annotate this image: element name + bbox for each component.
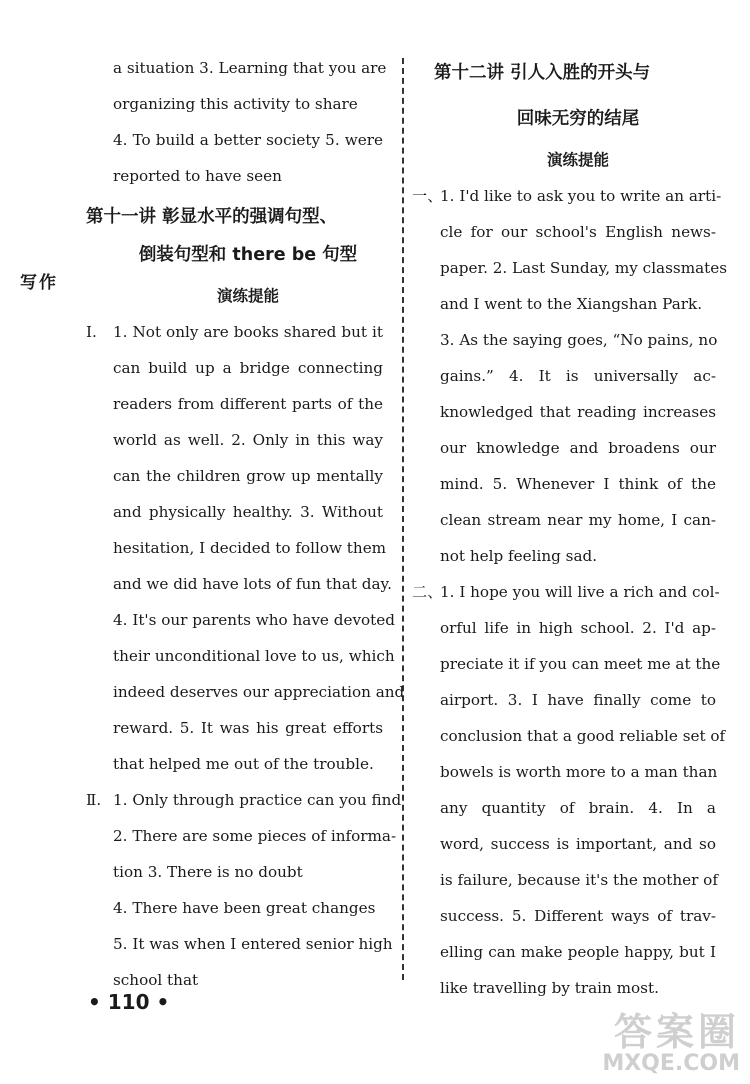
text-line: 4. There have been great changes <box>113 899 376 917</box>
right-section-2 <box>412 574 726 1006</box>
watermark-url: MXQE.COM <box>602 1051 740 1076</box>
text-line: not help feeling sad. <box>440 547 598 565</box>
section-marker: Ⅱ. <box>86 791 102 809</box>
text-line: preciate it if you can meet me at the <box>440 655 721 673</box>
text-line: and we did have lots of fun that day. <box>113 575 392 593</box>
text-line: Ⅰ. 1. Not only are books shared but it <box>113 314 383 350</box>
text-line: hesitation, I decided to follow them <box>113 539 387 557</box>
text-line: knowledged that reading increases <box>440 403 716 421</box>
text-line: cle for our school's English news- <box>440 223 716 241</box>
right-column <box>412 50 728 1006</box>
text-line: 一、 1. I'd like to ask you to write an arti- <box>440 178 716 214</box>
text-line: orful life in high school. 2. I'd ap- <box>440 619 716 637</box>
text-line: bowels is worth more to a man than <box>440 763 718 781</box>
text-line: clean stream near my home, I can- <box>440 511 716 529</box>
column-divider <box>402 58 404 980</box>
text-line: a situation 3. Learning that you are <box>113 59 387 77</box>
text-line: Ⅱ. 1. Only through practice can you find <box>113 782 383 818</box>
text-line: 4. To build a better society 5. were <box>113 131 383 149</box>
text-line: can the children grow up mentally <box>113 467 383 485</box>
text-line: mind. 5. Whenever I think of the <box>440 475 716 493</box>
text-line: word, success is important, and so <box>440 835 716 853</box>
text-line: any quantity of brain. 4. In a <box>440 799 716 817</box>
text-line: 3. As the saying goes, “No pains, no <box>440 331 718 349</box>
lecture-11-subheading: 演练提能 <box>216 287 279 305</box>
text-line: is failure, because it's the mother of <box>440 871 718 889</box>
text-line: and physically healthy. 3. Without <box>113 503 383 521</box>
left-section-2 <box>86 782 402 998</box>
text-line: airport. 3. I have finally come to <box>440 691 716 709</box>
text-line: gains.” 4. It is universally ac- <box>440 367 716 385</box>
text-line: 5. It was when I entered senior high <box>113 935 393 953</box>
text-line: readers from different parts of the <box>113 395 383 413</box>
text-line: their unconditional love to us, which <box>113 647 395 665</box>
section-marker: Ⅰ. <box>86 323 97 341</box>
text-line: can build up a bridge connecting <box>113 359 383 377</box>
text-line: 二、 1. I hope you will live a rich and col- <box>440 574 716 610</box>
section-marker: 二、 <box>412 583 443 601</box>
section-marker: 一、 <box>412 187 443 205</box>
text-line: our knowledge and broadens our <box>440 439 716 457</box>
right-section-1 <box>412 178 728 574</box>
lecture-12-title-line1: 第十二讲 引人入胜的开头与 <box>434 63 651 83</box>
text-line: school that <box>113 971 199 989</box>
watermark-logo <box>602 1012 740 1076</box>
text-line: 4. It's our parents who have devoted <box>113 611 395 629</box>
lecture-11-title-line2: 倒装句型和 there be 句型 <box>138 245 358 265</box>
left-column <box>86 50 405 998</box>
text-line: indeed deserves our appreciation and <box>113 683 405 701</box>
text-line: world as well. 2. Only in this way <box>113 431 383 449</box>
text-line: like travelling by train most. <box>440 979 659 997</box>
text-line: paper. 2. Last Sunday, my classmates <box>440 259 728 277</box>
side-section-tag: 写作 <box>20 273 58 293</box>
text-line: elling can make people happy, but I <box>440 943 716 961</box>
text-line: that helped me out of the trouble. <box>113 755 374 773</box>
lecture-12-title-line2: 回味无穷的结尾 <box>516 109 640 129</box>
lecture-12-subheading: 演练提能 <box>546 151 609 169</box>
text-line: tion 3. There is no doubt <box>113 863 303 881</box>
text-line: organizing this activity to share <box>113 95 358 113</box>
lecture-11-title-line1: 第十一讲 彰显水平的强调句型、 <box>86 207 338 227</box>
text-line: reported to have seen <box>113 167 282 185</box>
page-number: • 110 • <box>88 990 170 1014</box>
intro-lines <box>113 50 387 194</box>
text-line: and I went to the Xiangshan Park. <box>440 295 703 313</box>
watermark-text: 答案圈 <box>613 1010 740 1054</box>
text-line: 2. There are some pieces of informa- <box>113 827 397 845</box>
left-section-1 <box>86 314 405 782</box>
text-line: reward. 5. It was his great efforts <box>113 719 383 737</box>
text-line: success. 5. Different ways of trav- <box>440 907 716 925</box>
text-line: conclusion that a good reliable set of <box>440 727 726 745</box>
